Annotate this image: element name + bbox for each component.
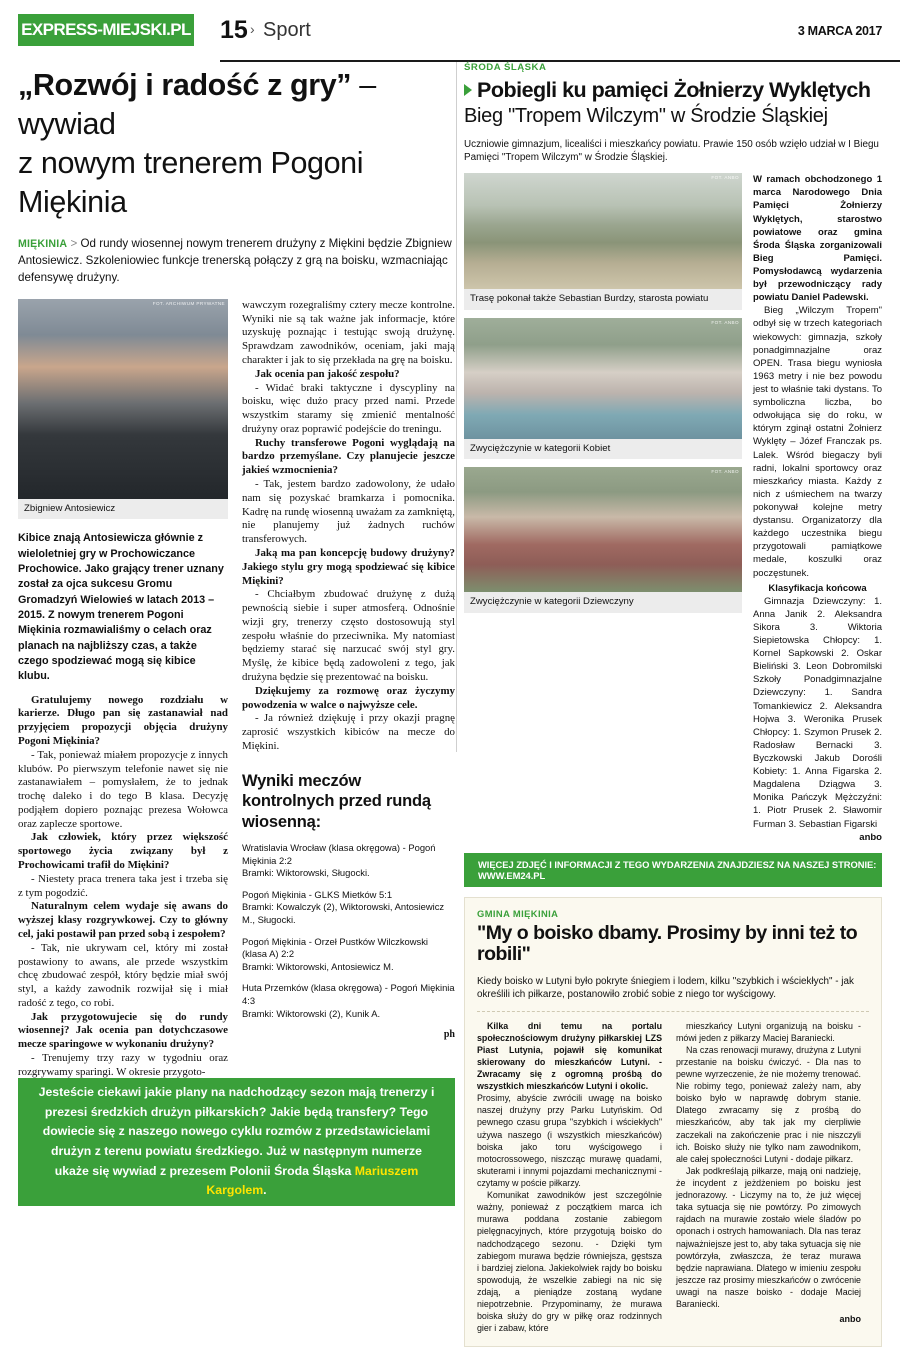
- interview-answer: - Tak, jestem bardzo zadowolony, że udało nam się pozyskać bramkarza i pomocnika. Kadrę na rundę wiosenną uważam za zamkniętą, nie planujemy już żadnych ruchów transferowych.: [242, 478, 455, 546]
- bottom-paragraph: mieszkańcy Lutyni organizują na boisku - mówi jeden z piłkarzy Maciej Baraniecki.: [676, 1020, 861, 1043]
- kicker-location: MIĘKINIA: [18, 238, 68, 251]
- masthead: [18, 14, 882, 54]
- right-photo-stack: [464, 173, 742, 844]
- interview-question: Ruchy transferowe Pogoni wyglądają na bardzo przemyślane. Czy planujecie jeszcze jakieś wzmocnienia?: [242, 436, 455, 477]
- interview-question: Jaką ma pan koncepcję budowy drużyny? Jakiego stylu gry mogą spodziewać się kibice Miękini?: [242, 546, 455, 587]
- right-headline: [464, 78, 882, 102]
- lead-photo: [18, 299, 228, 499]
- lead-headline-rest: – wywiad: [18, 68, 376, 142]
- right-sidebar-intro: W ramach obchodzonego 1 marca Narodowego Dnia Pamięci Żołnierzy Wyklętych, starostwo powiatowe oraz gmina Środa Śląska zorganizowali Bieg Pamięci. Pomysłodawcą wydarzenia był przewodniczący rady powiatu Daniel Padewski.: [753, 174, 882, 304]
- interview-answer: - Widać braki taktyczne i dyscypliny na boisku, więc dużo pracy przed nami. Przede wszystkim staramy się zmienić mentalność drużyny oraz poprawić podejście do treningu.: [242, 381, 455, 435]
- interview-answer: - Tak, nie ukrywam cel, który mi został postawiony to awans, ale przede wszystkim chcę zbudować zespół, który będzie miał swój styl, a każdy zawodnik rozwijał się i miał radość z tego, co robi.: [18, 941, 228, 1009]
- bottom-signature: anbo: [839, 1314, 861, 1325]
- promo-highlight-name: Mariuszem Kargolem: [206, 1163, 419, 1198]
- result-match: Wratislavia Wrocław (klasa okręgowa) - Pogoń Miękinia 2:2: [242, 842, 436, 866]
- lead-column-1: [18, 694, 228, 1080]
- triangle-bullet-icon: [464, 84, 472, 96]
- interview-question: Dziękujemy za rozmowę oraz życzymy powodzenia w walce o najwyższe cele.: [242, 684, 455, 711]
- interview-question: Naturalnym celem wydaje się awans do wyższej klasy rozgrywkowej. Czy to główny cel, jaki postawił pan przed sobą i zespołem?: [18, 900, 228, 940]
- bottom-lede: Kiedy boisko w Lutyni było pokryte śniegiem i lodem, kilku "szybkich i wściekłych" - jak określili ich piłkarze, postanowiło zrobić sobie z niego tor wyścigowy.: [477, 975, 854, 1001]
- lead-column-2: [242, 299, 455, 754]
- right-results-text: Gimnazja Dziewczyny: 1. Anna Janik 2. Aleksandra Sikora 3. Wiktoria Siepietowska Chłopcy: 1. Kornel Sapkowski 2. Oskar Bieliński 3. Leon Dobromilski Szkoły Ponadgimnazjalne Dziewczyny: 1. Sandra Tomankiewicz 2. Aleksandra Hojwa 3. Weronika Prusek Chłopcy: 1. Szymon Prusek 2. Radosław Bernacki 3. Byczkowski Jakub Dorośli Kobiety: 1. Anna Figarska 2. Magdalena Dziągwa 3. Monika Pańczyk Mężczyźni: 1. Piotr Prusek 2. Sławomir Furman 3. Sebastian Figarski: [753, 595, 882, 830]
- brand-logo[interactable]: EXPRESS-MIEJSKI.PL: [18, 14, 194, 46]
- interview-answer: - Trenujemy trzy razy w tygodniu oraz rozgrywamy sparingi. W okresie przygoto-: [18, 1051, 228, 1078]
- bottom-paragraph: Prosimy, abyście zwrócili uwagę na boisko naszej drużyny przy Parku Lutyńskim. Od pewnego czasu grupa "szybkich i wściekłych" używa naszego (i wszystkich mieszkańców) boiska jako toru wyścigowego i motocrossowego, niszcząc murawę quadami, skuterami i innymi pojazdami mechanicznymi - czytamy w poście piłkarzy.: [477, 1093, 662, 1189]
- interview-question: Jak przygotowujecie się do rundy wiosennej? Jak ocenia pan dotychczasowe mecze sparingowe w wykonaniu drużyny?: [18, 1010, 228, 1051]
- column-divider: [456, 62, 457, 752]
- right-sidebar-body: Bieg „Wilczym Tropem" odbył się w trzech kategoriach wiekowych: gimnazja, szkoły ponadgimnazjalne oraz OPEN. Trasa biegu wyniosła 1963 metry i nie bez powodu jest to właśnie taki dystans. To symboliczna liczba, bo odwołująca się do roku, w którym zginął ostatni Żołnierz Wyklęty – Józef Franczak ps. Lalek. Wśród biegaczy byli radni, lokalni sportowcy oraz mieszkańcy miasta. Każdy z nich z uśmiechem na twarzy pokonywał kolejne metry dystansu. Organizatorzy dla każdego uczestnika biegu przygotowali pamiątkowe medale, koszulki oraz poczęstunek.: [753, 305, 882, 579]
- bottom-paragraph: Na czas renowacji murawy, drużyna z Lutyni przestanie na boisku ćwiczyć. - Dla nas to pewne wyrzeczenie, że nie możemy trenować. Nie robimy tego, ponieważ zależy nam, aby boisko było w naprawdę dobrym stanie. Dlatego zwracamy się z prośbą do mieszkańców, aby tak jak my cierpliwie zaczekali na zakończenie prac i nie niszczyli ich. Boisko służy nie tylko nam zawodnikom, ale całej społeczności Lutyni - dodaje piłkarz.: [676, 1044, 861, 1164]
- issue-date: 3 MARCA 2017: [797, 24, 882, 38]
- kicker-arrow-icon: >: [70, 237, 78, 251]
- interview-answer: - Niestety praca trenera taka jest i trzeba się z tym pogodzić.: [18, 872, 228, 899]
- photo-women-winners: [464, 318, 742, 439]
- green-promo-bar[interactable]: [464, 853, 882, 887]
- result-match: Pogoń Miękinia - Orzeł Pustków Wilczkowski (klasa A) 2:2: [242, 935, 428, 960]
- result-item: [242, 936, 455, 974]
- interview-answer: - Ja również dziękuję i przy okazji pragnę zaprosić wszystkich kibiców na mecze do Miękini.: [242, 712, 455, 752]
- photo-caption: Trasę pokonał także Sebastian Burdzy, starosta powiatu: [464, 289, 742, 310]
- promo-text-block: [18, 1083, 455, 1201]
- interview-answer: wawczym rozegraliśmy cztery mecze kontrolne. Wyniki nie są tak ważne jak informacje, które uzyskuję poznając i testując swoją drużynę. Sprawdzam zawodników, oceniam, jaki mają charakter i jak to się przekłada na grę na boisku.: [242, 298, 455, 367]
- result-item: [242, 842, 455, 880]
- bottom-eyebrow: GMINA MIĘKINIA: [477, 907, 559, 919]
- bottom-divider: [477, 1011, 869, 1012]
- photo-credit: FOT. ANBO: [711, 175, 739, 181]
- interview-answer: - Tak, ponieważ miałem propozycje z innych klubów. Po pierwszym telefonie nawet się nie zastanawiałem – pomysłałem, że to jednak trochę daleko i do tego B klasa. Decyzję podjąłem dopiero poznając prezesa Wołowca oraz zaplecze sportowe.: [18, 748, 228, 830]
- green-bar-url: WWW.EM24.PL: [478, 869, 546, 881]
- lead-article: [18, 66, 455, 1080]
- right-headline-text: Pobiegli ku pamięci Żołnierzy Wyklętych: [477, 78, 871, 102]
- photo-caption: Zwyciężczynie w kategorii Dziewczyny: [464, 592, 742, 613]
- section-label: Sport: [263, 19, 311, 41]
- result-match: Pogoń Miękinia - GLKS Mietków 5:1: [242, 888, 393, 900]
- bottom-promo-banner[interactable]: [18, 1078, 455, 1206]
- lead-photo-caption: Zbigniew Antosiewicz: [18, 499, 228, 520]
- interview-question: Gratulujemy nowego rozdziału w karierze. Długo pan się zastanawiał nad przyjęciem propozycji objęcia drużyny Pogoni Miękinia?: [18, 693, 228, 748]
- lead-headline-quoted: „Rozwój i radość z gry”: [18, 68, 352, 102]
- results-list: [242, 842, 455, 1020]
- page-number: 15: [220, 16, 248, 44]
- bottom-article: [464, 897, 882, 1347]
- photo-credit: FOT. ANBO: [711, 469, 739, 475]
- result-scorers: Bramki: Wiktorowski (2), Kunik A.: [242, 1007, 381, 1019]
- photo-credit: FOT. ANBO: [711, 319, 739, 325]
- results-heading: Wyniki meczów kontrolnych przed rundą wiosenną:: [242, 771, 431, 831]
- lead-headline-line2: z nowym trenerem Pogoni Miękinia: [18, 146, 364, 220]
- photo-race-start: [464, 173, 742, 289]
- bottom-paragraph: Jak podkreślają piłkarze, mają oni nadzieję, że incydent z jeżdżeniem po boisku jest jednorazowy. - Liczymy na to, że już więcej taka sytuacja się nie powtórzy. Po zimowych rajdach na murawie zostało wiele śladów po oponach i ostrych hamowaniach. Dla nas teraz najważniejsze jest to, aby taka sytuacja się nie powtórzyła, zwłaszcza, że teraz murawa będzie naprawiana. Dlatego w imieniu zespołu jeszcze raz prosimy mieszkańców o zwrócenie uwagi na nasze boisko - dodaje Maciej Baraniecki.: [676, 1165, 861, 1310]
- right-eyebrow: ŚRODA ŚLĄSKA: [464, 62, 547, 73]
- result-item: [242, 982, 455, 1020]
- results-title: Klasyfikacja końcowa: [768, 582, 867, 594]
- bottom-column-1: [477, 1020, 662, 1335]
- interview-question: Jak ocenia pan jakość zespołu?: [255, 367, 400, 380]
- result-item: [242, 889, 455, 927]
- interview-question: Jak człowiek, który przez większość sportowego życia związany był z Prochowicami trafił do Miękini?: [18, 831, 228, 872]
- promo-text-end: .: [263, 1183, 267, 1198]
- bottom-paragraph: Komunikat zawodników jest szczególnie ważny, ponieważ z początkiem marca ich murawa poddana zostanie zabiegom pielęgnacyjnych, które przygotują boisko do nadchodzącego sezonu. - Dzięki tym zabiegom murawa będzie równiejsza, gęstsza i bardziej zielona. Jakiekolwiek rajdy bo boisku spowodują, że wszelkie zabiegi na nic się zdają, a pieniądze zostaną wydane niepotrzebnie. Przypominamy, że murawa boiska służy do gry w piłkę oraz rodzinnych gier i zabaw, które: [477, 1190, 662, 1334]
- lead-kicker: [18, 236, 455, 287]
- interview-answer: - Chciałbym zbudować drużynę z dużą pewnością siebie i super atmosferą. Odnośnie wizji gry, trenerzy często dostosowują styl zespołu właśnie do przeciwnika. My natomiast będziemy starać się narzucać swój styl gry. Myślę, że kibice będą zadowoleni z tego, jak drużyna będzie się prezentować na boisku.: [242, 588, 455, 683]
- result-match: Huta Przemków (klasa okręgowa) - Pogoń Miękinia 4:3: [242, 982, 455, 1006]
- bottom-column-2: [676, 1020, 861, 1335]
- right-subheadline: Bieg "Tropem Wilczym" w Środzie Śląskiej: [464, 105, 828, 128]
- photo-caption: Zwyciężczynie w kategorii Kobiet: [464, 439, 742, 460]
- chevron-right-icon: ›: [250, 21, 255, 37]
- result-scorers: Bramki: Wiktorowski, Sługocki.: [242, 867, 370, 879]
- promo-text: Jesteście ciekawi jakie plany na nadchodzący sezon mają trenerzy i prezesi średzkich drużyn piłkarskich? Jakie będą transfery? Tego dowiecie się z naszego nowego cyklu rozmów z przedstawicielami drużyn z terenu powiatu średzkiego. Już w następnym numerze ukaże się wywiad z prezesem Polonii Środa Śląska: [38, 1084, 435, 1178]
- lead-photo-credit: FOT. ARCHIWUM PRYWATNE: [152, 300, 225, 306]
- right-article: [464, 62, 882, 1347]
- bottom-paragraph: Kilka dni temu na portalu społecznościowym drużyny piłkarskiej LZS Piast Lutynia, pojawił się komunikat skierowany do mieszkańców Lutyni. - Zwracamy się z ogromną prośbą do wszystkich mieszkańców Lutyni i okolic.: [477, 1020, 662, 1092]
- lead-headline: [18, 66, 455, 222]
- right-lede: Uczniowie gimnazjum, licealiści i mieszkańcy powiatu. Prawie 150 osób wzięło udział w I Biegu Pamięci "Tropem Wilczym" w Środzie Śląskiej.: [464, 138, 879, 164]
- lead-signature: ph: [443, 1029, 455, 1041]
- photo-girls-winners: [464, 467, 742, 592]
- green-bar-text: WIĘCEJ ZDJĘĆ I INFORMACJI Z TEGO WYDARZENIA ZNAJDZIESZ NA NASZEJ STRONIE:: [478, 858, 877, 870]
- right-sidebar: [753, 173, 882, 844]
- right-signature: anbo: [859, 831, 882, 843]
- lead-intro: Kibice znają Antosiewicza głównie z wieloletniej gry w Prochowiczance Prochowice. Jako grający trener uznany został za ojca sukcesu Gromu Gromadzyń Wielowieś w latach 2013 – 2015. Z nowym trenerem Pogoni Miękinia rozmawialiśmy o celach oraz planach na najbliższy czas, a także czego spodziewać mogą się kibice klubu.: [18, 532, 224, 683]
- result-scorers: Bramki: Wiktorowski, Antosiewicz M.: [242, 960, 394, 972]
- kicker-text: Od rundy wiosennej nowym trenerem drużyny z Miękini będzie Zbigniew Antosiewicz. Szkoleniowiec funkcje trenerską połączy z grą na boisku, wzmacniając defensywę drużyny.: [18, 237, 452, 284]
- result-scorers: Bramki: Kowalczyk (2), Wiktorowski, Antosiewicz M., Sługocki.: [242, 901, 445, 925]
- bottom-headline: "My o boisko dbamy. Prosimy by inni też to robili": [477, 921, 858, 966]
